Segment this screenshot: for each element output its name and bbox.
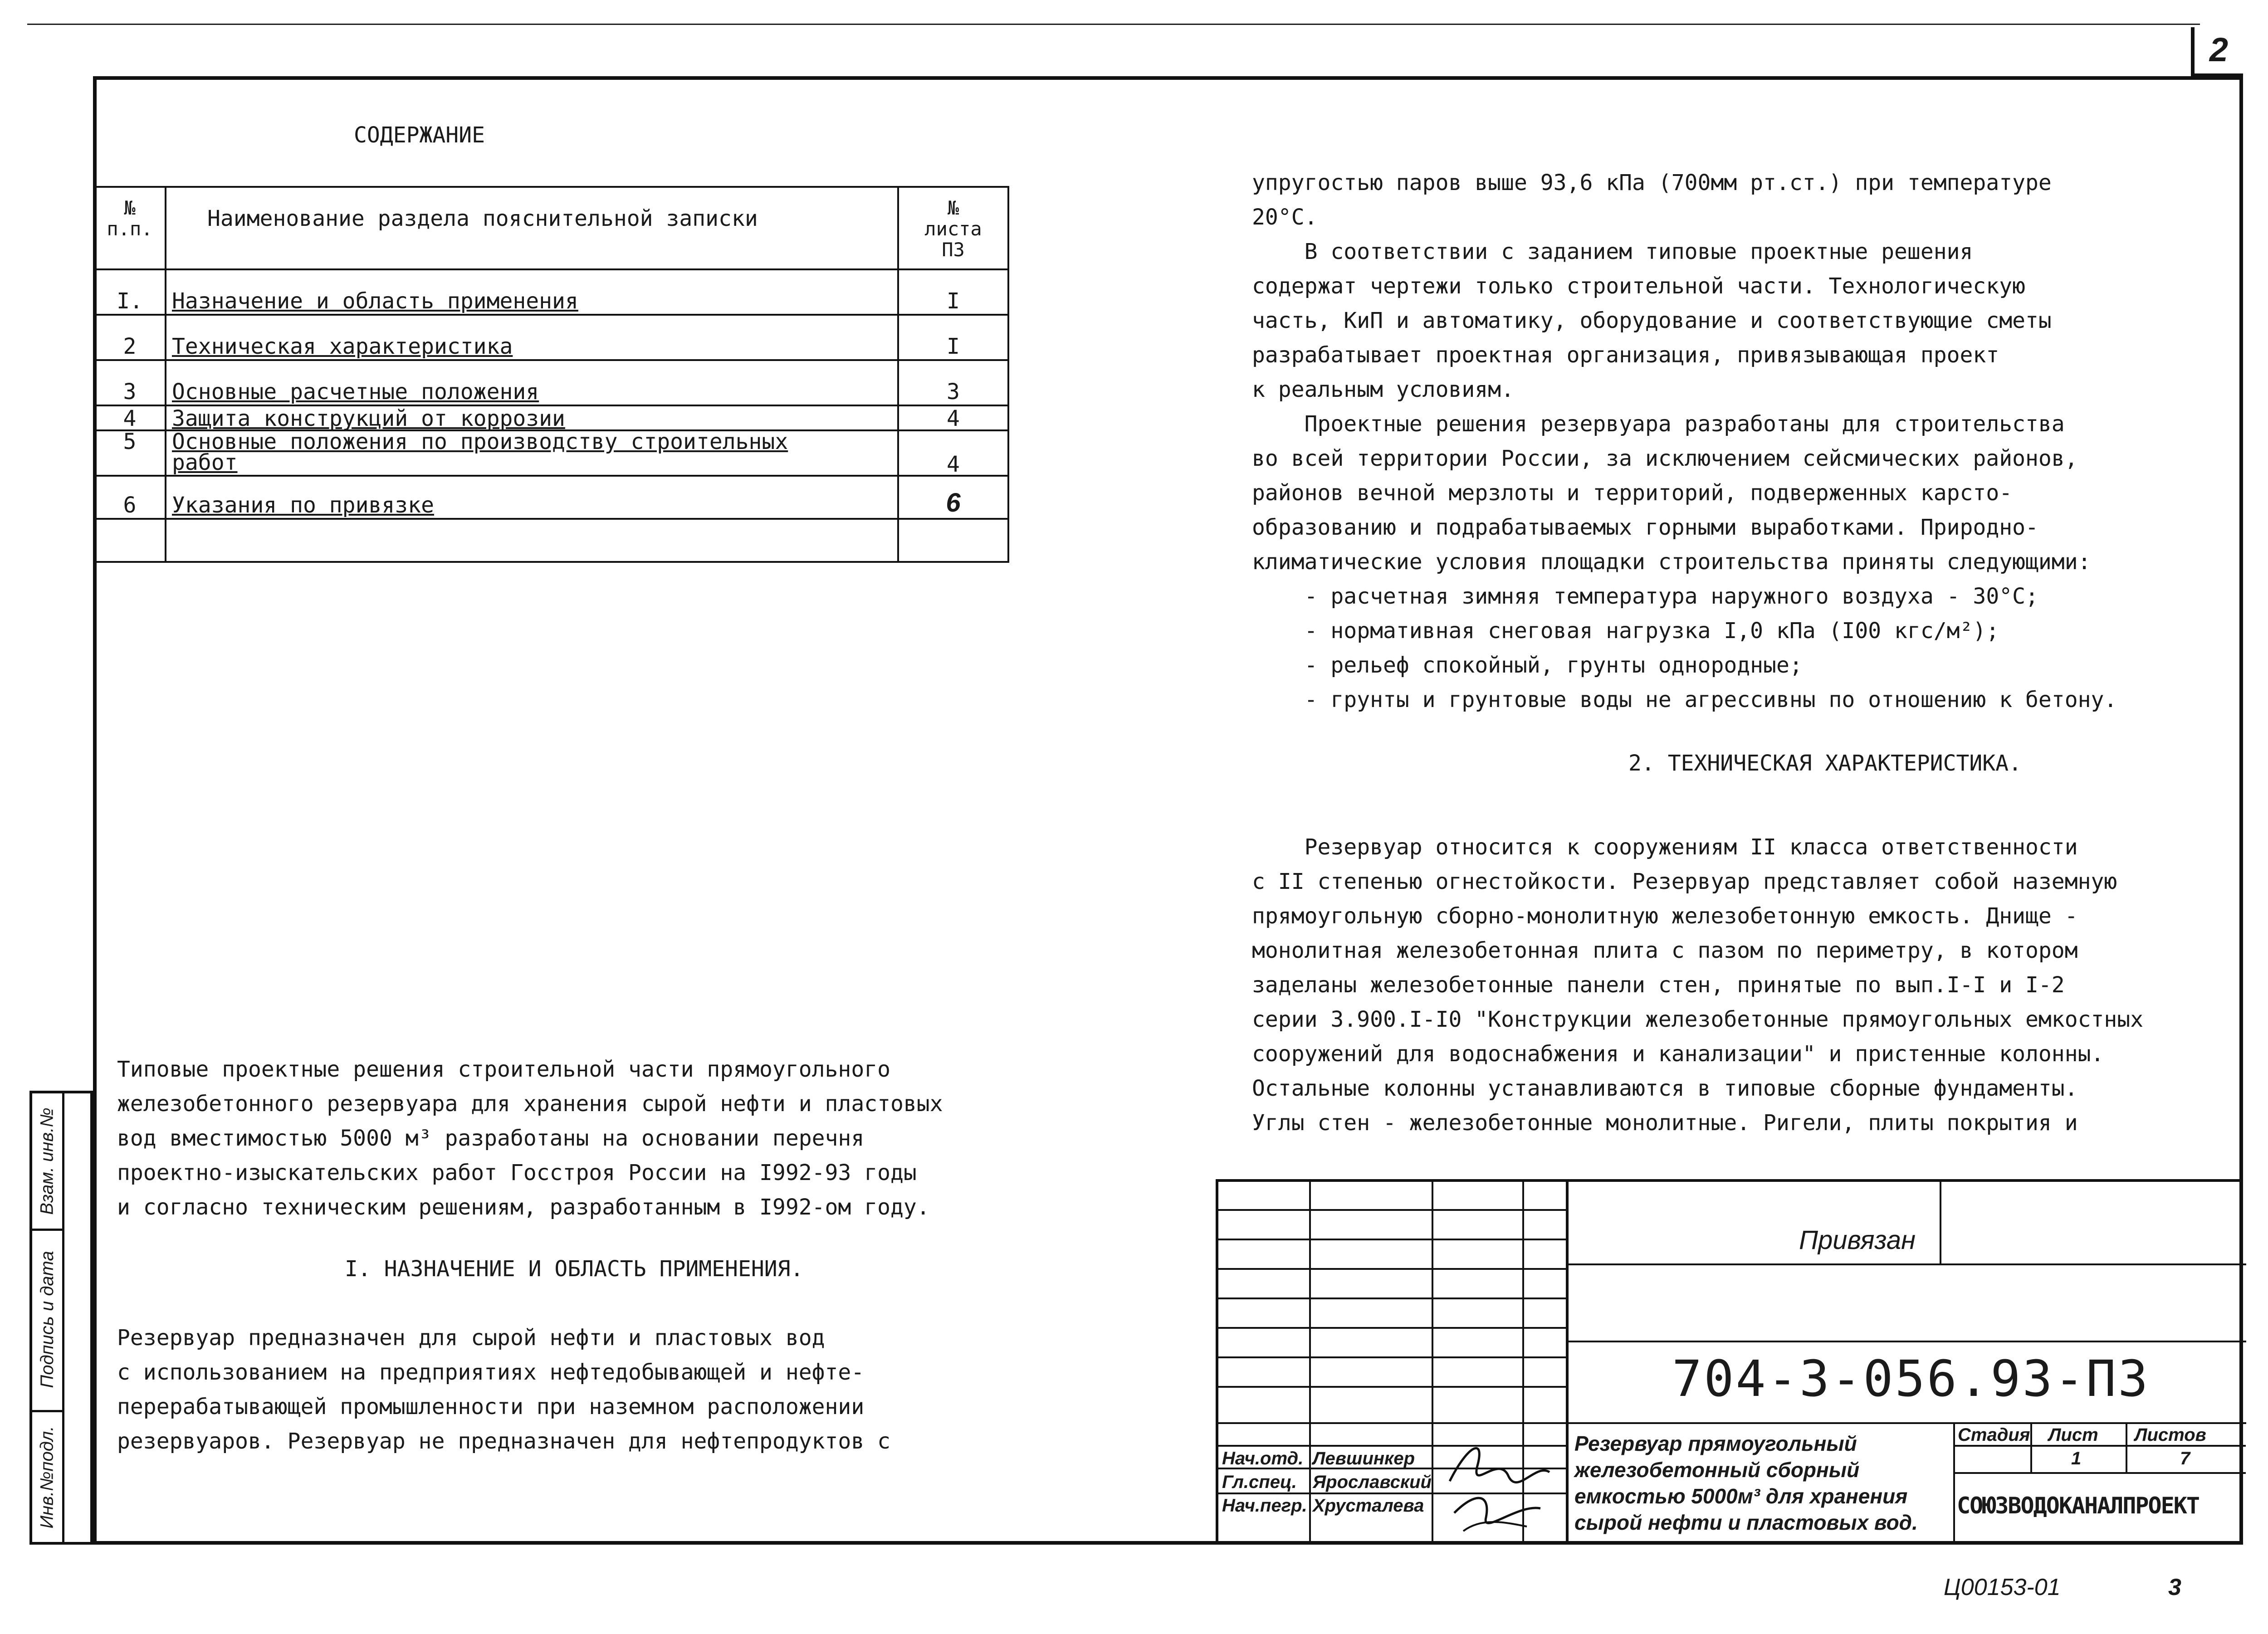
grid-line (2030, 1422, 2032, 1472)
grid-line (1218, 1386, 1566, 1388)
signer-role: Нач.пегр. (1222, 1496, 1307, 1516)
row-num: 3 (94, 360, 166, 405)
archive-sheet-number: 3 (2168, 1574, 2181, 1600)
grid-line (1218, 1239, 1566, 1240)
contents-header-name: Наименование раздела пояснительной записки (166, 187, 898, 269)
side-label-orig-inv: Инв.№подл. (37, 1426, 57, 1529)
row-name: Защита конструкций от коррозии (166, 405, 898, 430)
grid-line (1218, 1297, 1566, 1299)
grid-line (1953, 1422, 1955, 1545)
side-stamp-col-labels (32, 1093, 64, 1542)
list-label: Лист (2048, 1425, 2098, 1445)
row-num-empty (94, 519, 166, 562)
side-cell-signature-date (32, 1229, 62, 1412)
organization-name: СОЮЗВОДОКАНАЛПРОЕКТ (1957, 1493, 2199, 1519)
row-name: Указания по привязке (166, 476, 898, 519)
contents-header-sheet: № листа ПЗ (898, 187, 1008, 269)
signer-role: Гл.спец. (1222, 1472, 1297, 1492)
row-name-empty (166, 519, 898, 562)
side-label-replace-inv: Взам. инв.№ (37, 1107, 57, 1215)
list-value: 1 (2071, 1449, 2082, 1468)
grid-line (1309, 1182, 1311, 1545)
row-num: 4 (94, 405, 166, 430)
grid-line (1218, 1209, 1566, 1211)
side-cell-orig-inv (32, 1410, 62, 1545)
grid-line (1566, 1422, 2246, 1424)
row-name: Назначение и область применения (166, 269, 898, 315)
document-title: Резервуар прямоугольный железобетонный сборный емкостью 5000м³ для хранения сырой нефти и пластовых вод. (1574, 1432, 1918, 1534)
side-label-signature-date: Подпись и дата (37, 1250, 57, 1388)
row-num: 2 (94, 315, 166, 360)
grid-line (1432, 1182, 1433, 1545)
row-sheet: 4 (898, 430, 1008, 476)
privyazan-label: Привязан (1799, 1225, 1916, 1255)
signer-name: Ярославский (1313, 1472, 1432, 1492)
grid-line (2126, 1422, 2127, 1472)
row-sheet: I (898, 269, 1008, 315)
row-num: 6 (94, 476, 166, 519)
table-row (94, 315, 1008, 360)
row-sheet-empty (898, 519, 1008, 562)
grid-line (1566, 1263, 2246, 1265)
row-name: Основные расчетные положения (166, 360, 898, 405)
signer-name: Левшинкер (1313, 1449, 1415, 1468)
table-row (94, 269, 1008, 315)
row-sheet: 4 (898, 405, 1008, 430)
grid-line (1218, 1327, 1566, 1329)
contents-header-num: № п.п. (94, 187, 166, 269)
top-border-line (27, 24, 2200, 25)
signer-role: Нач.отд. (1222, 1449, 1304, 1468)
listov-label: Листов (2135, 1425, 2206, 1445)
stadia-label: Стадия (1958, 1425, 2030, 1445)
row-name: Основные положения по производству строительных работ (166, 430, 898, 476)
grid-line (1218, 1268, 1566, 1270)
row-sheet: 3 (898, 360, 1008, 405)
row-sheet: I (898, 315, 1008, 360)
table-row (94, 360, 1008, 405)
contents-title: СОДЕРЖАНИЕ (354, 122, 485, 148)
grid-line (1566, 1341, 2246, 1342)
grid-line (1218, 1356, 1566, 1358)
archive-code: Ц00153-01 (1944, 1574, 2061, 1600)
row-sheet-handwritten: 6 (898, 476, 1008, 519)
table-row-empty (94, 519, 1008, 562)
intro-paragraph: Типовые проектные решения строительной части прямоугольного железобетонного резервуара для хранения сырой нефти и пластовых вод вместимостью 5000 м³ разработаны на основании перечня проектно-изыскательских работ Госстроя России на I992-93 годы и согласно техническим решениям, разработанным в I992-ом году. (117, 1057, 943, 1220)
right-column-text: упругостью паров выше 93,6 кПа (700мм рт.ст.) при температуре 20°С. В соответствии с заданием типовые проектные решения содержат чертежи только строительной части. Технологическую часть, КиП и автоматику, оборудование и соответствующие сметы разрабатывает проектная организация, привязывающая проект к реальным условиям. Проектные решения резервуара разработаны для строительства во всей территории России, за исключением сейсмических районов, районов вечной мерзлоты и территорий, подверженных карсто- образованию и подрабатываемых горными выработками. Природно- климатические условия площадки строительства приняты следующими: - расчетная зимняя температура наружного воздуха - 30°С; - нормативная снеговая нагрузка I,0 кПа (I00 кгс/м²); - рельеф спокойный, грунты однородные; - грунты и грунтовые воды не агрессивны по отношению к бетону. (1252, 170, 2117, 712)
grid-line (1566, 1182, 1569, 1545)
section1-text: Резервуар предназначен для сырой нефти и пластовых вод с использованием на предприятиях нефтедобывающей и нефте- перерабатывающей промышленности при наземном расположении резервуаров. Резервуар не предназначен для нефтепродуктов с (117, 1325, 891, 1454)
grid-line (1218, 1422, 1566, 1424)
document-code: 704-3-056.93-ПЗ (1672, 1350, 2150, 1408)
row-num: I. (94, 269, 166, 315)
grid-line (1953, 1472, 2246, 1474)
section2-title: 2. ТЕХНИЧЕСКАЯ ХАРАКТЕРИСТИКА. (1628, 751, 2022, 776)
signer-name: Хрусталева (1313, 1496, 1424, 1516)
row-num: 5 (94, 430, 166, 476)
side-cell-replace-inv (32, 1093, 62, 1231)
grid-line (1940, 1182, 1941, 1263)
table-row (94, 430, 1008, 476)
table-row (94, 405, 1008, 430)
title-block (1216, 1179, 2243, 1545)
section1-title: I. НАЗНАЧЕНИЕ И ОБЛАСТЬ ПРИМЕНЕНИЯ. (345, 1256, 804, 1282)
row-name: Техническая характеристика (166, 315, 898, 360)
contents-header-row (94, 187, 1008, 269)
contents-table (93, 186, 1009, 563)
table-row (94, 476, 1008, 519)
signature-mark (1436, 1427, 1563, 1545)
section2-text: Резервуар относится к сооружениям II класса ответственности с II степенью огнестойкости. Резервуар представляет собой наземную прямоугольную сборно-монолитную железобетонную емкость. Днище - монолитная железобетонная плита с пазом по периметру, в котором заделаны железобетонные панели стен, принятые по вып.I-I и I-2 серии 3.900.I-I0 "Конструкции железобетонные прямоугольных емкостных сооружений для водоснабжения и канализации" и пристенные колонны. Остальные колонны устанавливаются в типовые сборные фундаменты. Углы стен - железобетонные монолитные. Ригели, плиты покрытия и (1252, 834, 2144, 1136)
side-stamp (29, 1091, 93, 1545)
page-number: 2 (2191, 27, 2243, 77)
listov-value: 7 (2180, 1449, 2190, 1468)
